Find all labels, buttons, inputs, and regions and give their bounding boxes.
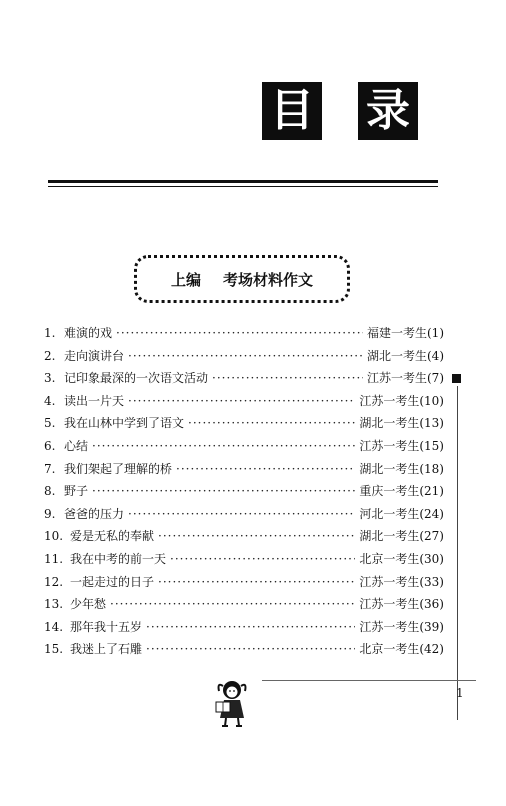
toc-entry-source-page: 北京一考生(30) bbox=[359, 551, 444, 566]
toc-dot-leader bbox=[110, 597, 355, 611]
section-part-label: 上编 bbox=[170, 270, 201, 289]
toc-entry-number: 9. bbox=[44, 506, 56, 521]
toc-entry-source-page: 湖北一考生(27) bbox=[359, 529, 444, 544]
toc-entry-title: 那年我十五岁 bbox=[70, 619, 143, 634]
toc-dot-leader bbox=[212, 371, 363, 385]
toc-dot-leader bbox=[158, 575, 355, 589]
section-heading bbox=[134, 255, 350, 303]
toc-entry-number: 7. bbox=[44, 461, 56, 476]
toc-entry bbox=[44, 527, 444, 550]
toc-entry-title: 爱是无私的奉献 bbox=[70, 529, 155, 544]
toc-dot-leader bbox=[158, 529, 355, 543]
toc-entry-source-page: 江苏一考生(39) bbox=[359, 619, 444, 634]
toc-entry bbox=[44, 369, 444, 392]
toc-entry-number: 2. bbox=[44, 348, 56, 363]
toc-dot-leader bbox=[92, 439, 355, 453]
toc-entry-source-page: 江苏一考生(10) bbox=[359, 393, 444, 408]
toc-dot-leader bbox=[128, 349, 363, 363]
toc-entry-number: 5. bbox=[44, 416, 56, 431]
toc-entry-title: 心结 bbox=[64, 438, 89, 453]
toc-entry-source-page: 江苏一考生(15) bbox=[359, 438, 444, 453]
toc-dot-leader bbox=[188, 416, 355, 430]
toc-dot-leader bbox=[128, 394, 355, 408]
toc-entry-title: 我在山林中学到了语文 bbox=[64, 416, 185, 431]
toc-entry-source-page: 福建一考生(1) bbox=[367, 326, 444, 340]
toc-entry-number: 15. bbox=[44, 642, 64, 657]
toc-dot-leader bbox=[92, 484, 355, 498]
toc-entry-number: 1. bbox=[44, 326, 56, 340]
toc-entry-number: 13. bbox=[44, 597, 64, 612]
toc-dot-leader bbox=[116, 326, 363, 340]
title-char-mu: 目 bbox=[262, 82, 322, 140]
toc-dot-leader bbox=[146, 642, 355, 656]
toc-entry-source-page: 河北一考生(24) bbox=[359, 506, 444, 521]
toc-entry-title: 读出一片天 bbox=[64, 393, 125, 408]
side-marker bbox=[452, 374, 461, 383]
toc-entry bbox=[44, 618, 444, 641]
toc-entry-number: 10. bbox=[44, 529, 64, 544]
toc-entry-source-page: 湖北一考生(18) bbox=[359, 461, 444, 476]
title-rule-thick bbox=[48, 180, 438, 183]
reading-girl-illustration bbox=[210, 678, 254, 728]
toc-entry-number: 6. bbox=[44, 438, 56, 453]
title-rule-thin bbox=[48, 186, 438, 187]
toc-entry-title: 走向演讲台 bbox=[64, 348, 125, 363]
toc-entry bbox=[44, 550, 444, 573]
toc-entry-title: 少年愁 bbox=[70, 597, 107, 612]
toc-entry-source-page: 湖北一考生(4) bbox=[367, 348, 444, 363]
toc-entry-title: 一起走过的日子 bbox=[70, 574, 155, 589]
toc-entry bbox=[44, 414, 444, 437]
toc-entry bbox=[44, 460, 444, 483]
toc-entry bbox=[44, 324, 444, 347]
toc-entry-source-page: 重庆一考生(21) bbox=[359, 484, 444, 499]
toc-entry bbox=[44, 595, 444, 618]
toc-entry-title: 我在中考的前一天 bbox=[70, 551, 167, 566]
toc-entry-source-page: 江苏一考生(36) bbox=[359, 597, 444, 612]
toc-entry bbox=[44, 573, 444, 596]
toc-entry-number: 4. bbox=[44, 393, 56, 408]
page-number: 1 bbox=[456, 686, 464, 700]
toc-entry-title: 爸爸的压力 bbox=[64, 506, 125, 521]
toc-entry-title: 我迷上了石雕 bbox=[70, 642, 143, 657]
footer-rule bbox=[262, 680, 476, 681]
table-of-contents bbox=[44, 324, 444, 663]
toc-entry-title: 记印象最深的一次语文活动 bbox=[64, 371, 209, 386]
toc-entry-title: 我们架起了理解的桥 bbox=[64, 461, 173, 476]
toc-entry bbox=[44, 505, 444, 528]
toc-entry-number: 8. bbox=[44, 484, 56, 499]
toc-entry-source-page: 江苏一考生(7) bbox=[367, 371, 444, 386]
toc-entry-title: 野子 bbox=[64, 484, 89, 499]
toc-entry bbox=[44, 392, 444, 415]
toc-entry-source-page: 江苏一考生(33) bbox=[359, 574, 444, 589]
toc-entry-number: 12. bbox=[44, 574, 64, 589]
toc-entry bbox=[44, 347, 444, 370]
toc-entry-number: 14. bbox=[44, 619, 64, 634]
toc-entry-number: 3. bbox=[44, 371, 56, 386]
side-vertical-rule bbox=[457, 386, 458, 720]
toc-entry bbox=[44, 640, 444, 663]
toc-dot-leader bbox=[146, 620, 355, 634]
toc-dot-leader bbox=[128, 507, 355, 521]
toc-entry-source-page: 湖北一考生(13) bbox=[359, 416, 444, 431]
title-char-lu: 录 bbox=[358, 82, 418, 140]
toc-entry-title: 难演的戏 bbox=[64, 326, 113, 340]
toc-dot-leader bbox=[170, 552, 355, 566]
toc-entry-number: 11. bbox=[44, 551, 64, 566]
section-name: 考场材料作文 bbox=[223, 270, 314, 289]
toc-entry bbox=[44, 437, 444, 460]
toc-dot-leader bbox=[176, 462, 355, 476]
toc-entry bbox=[44, 482, 444, 505]
toc-entry-source-page: 北京一考生(42) bbox=[359, 642, 444, 657]
